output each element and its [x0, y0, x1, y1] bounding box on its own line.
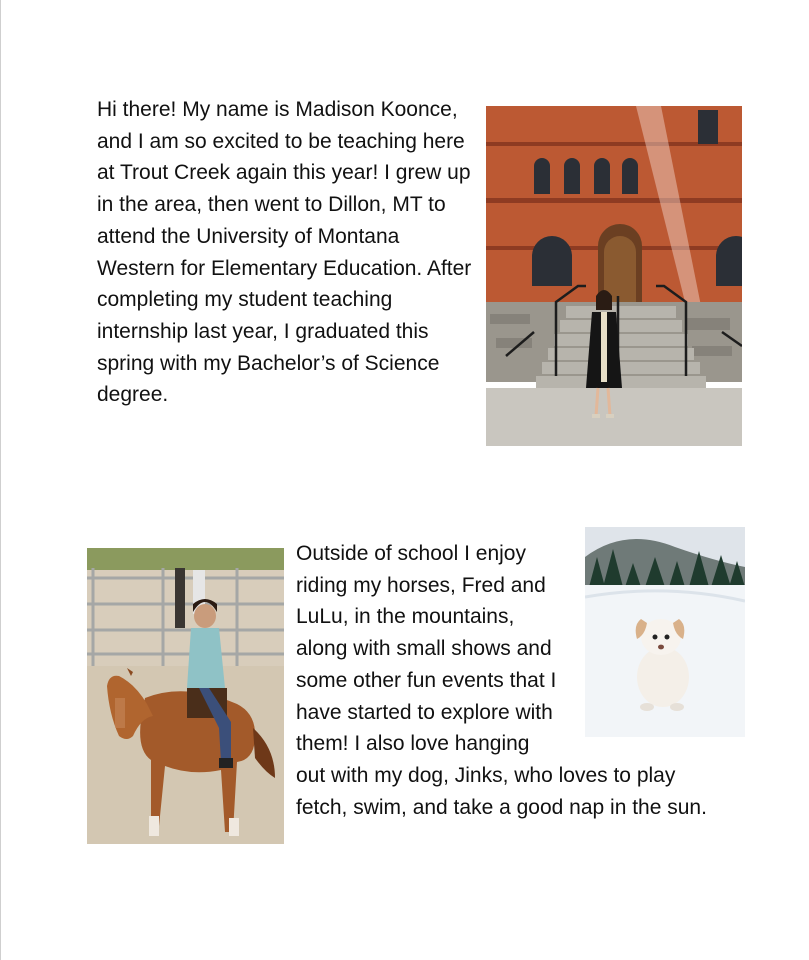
- dog-in-snow-photo: [585, 527, 745, 737]
- intro-paragraph: Hi there! My name is Madison Koonce, and I am so excited to be teaching here at Trout Creek again this year! I grew up in the area, then went to Dillon, MT to attend the University of Montana Western for Elementary Education. After completing my student teaching internship last year, I graduated this spring with my Bachelor’s of Science degree.: [97, 98, 472, 407]
- page-left-edge: [0, 0, 1, 960]
- graduation-photo: [486, 106, 742, 446]
- horse-riding-photo: [87, 548, 284, 844]
- hobbies-text: Outside of school I enjoy riding my horses, Fred and LuLu, in the mountains, along with small shows and some other fun events that I have started to explore with them! I also love hanging out with my dog, Jinks, who loves to play fetch, swim, and take a good nap in the sun.: [296, 542, 707, 819]
- hobbies-paragraph: [296, 538, 716, 823]
